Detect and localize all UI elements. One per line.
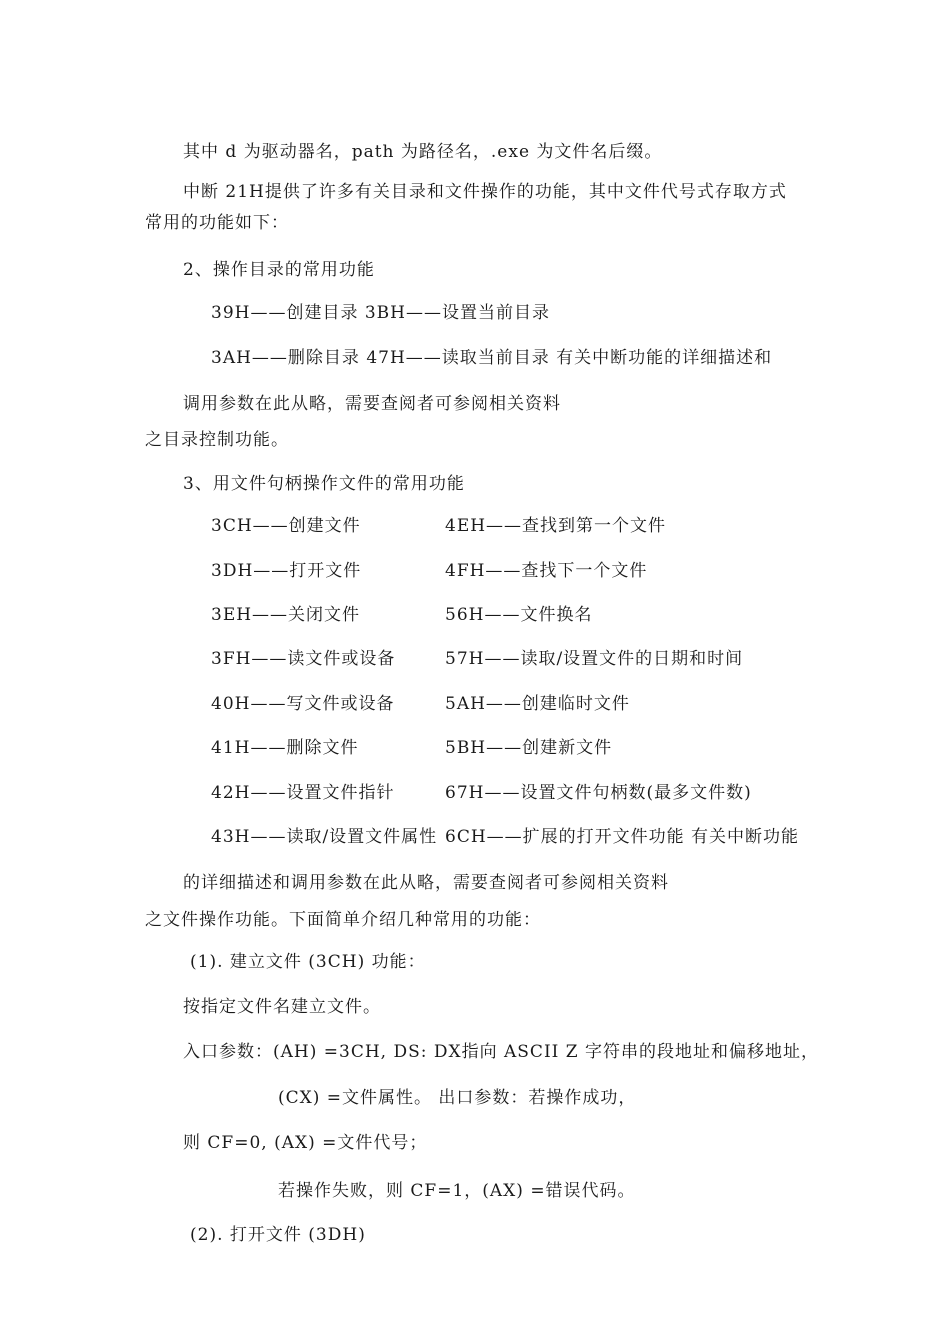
file-function-left: 41H——删除文件	[211, 738, 359, 758]
file-function-right: 67H——设置文件句柄数(最多文件数)	[445, 783, 752, 803]
item-1-cx-line: (CX) =文件属性。 出口参数：若操作成功，	[278, 1088, 637, 1108]
dir-note-line: 调用参数在此从略，需要查阅者可参阅相关资料	[183, 394, 561, 414]
item-1-success-line: 则 CF=0, (AX) =文件代号；	[183, 1133, 428, 1153]
file-note-line-cont: 之文件操作功能。下面简单介绍几种常用的功能：	[145, 910, 541, 930]
file-function-left: 40H——写文件或设备	[211, 694, 395, 714]
file-function-left: 3CH——创建文件	[211, 516, 361, 536]
item-1-title: (1). 建立文件 (3CH) 功能：	[190, 952, 426, 972]
item-1-description: 按指定文件名建立文件。	[183, 997, 381, 1017]
section-3-heading: 3、用文件句柄操作文件的常用功能	[183, 474, 465, 494]
file-function-right: 56H——文件换名	[445, 605, 593, 625]
intro-line: 其中 d 为驱动器名，path 为路径名，.exe 为文件名后缀。	[183, 142, 663, 162]
section-2-heading: 2、操作目录的常用功能	[183, 260, 375, 280]
item-1-failure-line: 若操作失败，则 CF=1，(AX) =错误代码。	[278, 1181, 636, 1201]
file-function-left: 43H——读取/设置文件属性	[211, 827, 438, 847]
file-function-right: 4FH——查找下一个文件	[445, 561, 648, 581]
file-function-left: 3DH——打开文件	[211, 561, 362, 581]
file-note-line: 的详细描述和调用参数在此从略，需要查阅者可参阅相关资料	[183, 873, 669, 893]
file-function-right: 5BH——创建新文件	[445, 738, 613, 758]
file-function-left: 3EH——关闭文件	[211, 605, 361, 625]
dir-function-line-1: 39H——创建目录 3BH——设置当前目录	[211, 303, 550, 323]
item-2-title: (2). 打开文件 (3DH)	[190, 1225, 366, 1245]
item-1-entry-params: 入口参数：(AH) =3CH, DS: DX指向 ASCII Z 字符串的段地址和偏移地址，	[183, 1042, 819, 1062]
dir-function-line-2: 3AH——删除目录 47H——读取当前目录 有关中断功能的详细描述和	[211, 348, 773, 368]
int21-line-cont: 常用的功能如下：	[145, 213, 289, 233]
file-function-right: 4EH——查找到第一个文件	[445, 516, 667, 536]
file-function-left: 42H——设置文件指针	[211, 783, 395, 803]
file-function-right: 57H——读取/设置文件的日期和时间	[445, 649, 744, 669]
file-function-right: 5AH——创建临时文件	[445, 694, 630, 714]
int21-line: 中断 21H提供了许多有关目录和文件操作的功能，其中文件代号式存取方式	[183, 182, 787, 202]
file-function-right: 6CH——扩展的打开文件功能 有关中断功能	[445, 827, 800, 847]
dir-note-line-cont: 之目录控制功能。	[145, 430, 289, 450]
file-function-left: 3FH——读文件或设备	[211, 649, 396, 669]
